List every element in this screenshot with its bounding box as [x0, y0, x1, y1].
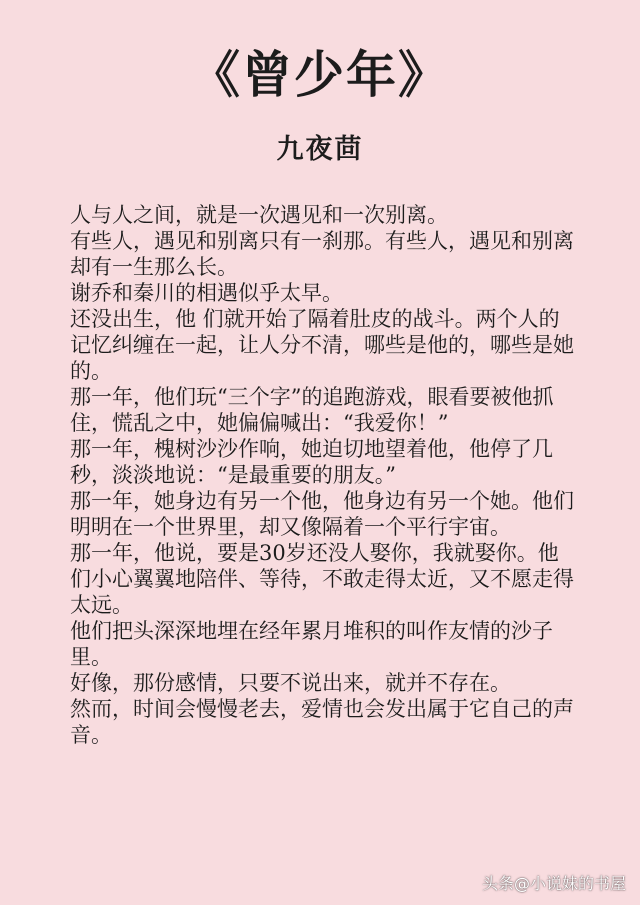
paragraph: 那一年，他们玩“三个字”的追跑游戏，眼看要被他抓住，慌乱之中，她偏偏喊出：“我爱你！”: [70, 385, 554, 435]
paragraph: 那一年，他说，要是30岁还没人娶你，我就娶你。他们小心翼翼地陪伴、等待，不敢走得太近，又不愿走得太远。: [70, 541, 574, 617]
author-name: 九夜茴: [276, 134, 364, 165]
paragraph: 然而，时间会慢慢老去，爱情也会发出属于它自己的声音。: [70, 697, 574, 747]
paragraph: 还没出生，他 们就开始了隔着肚皮的战斗。两个人的记忆纠缠在一起，让人分不清，哪些是他的，哪些是她的。: [70, 307, 574, 383]
paragraph: 谢乔和秦川的相遇似乎太早。: [70, 281, 343, 305]
paragraph: 那一年，她身边有另一个他，他身边有另一个她。他们明明在一个世界里，却又像隔着一个平行宇宙。: [70, 489, 574, 539]
paragraph: 人与人之间，就是一次遇见和一次别离。: [70, 203, 448, 227]
synopsis-text: [70, 202, 575, 748]
source-watermark: 头条@小说妹的书屋: [481, 874, 626, 893]
paragraph: 好像，那份感情，只要不说出来，就并不存在。: [70, 671, 511, 695]
paragraph: 他们把头深深地埋在经年累月堆积的叫作友情的沙子里。: [70, 619, 553, 669]
paragraph: 有些人，遇见和别离只有一刹那。有些人，遇见和别离却有一生那么长。: [70, 229, 574, 279]
book-title: 《曾少年》: [190, 45, 450, 104]
paragraph: 那一年，槐树沙沙作响，她迫切地望着他，他停了几秒，淡淡地说：“是最重要的朋友。”: [70, 437, 553, 487]
